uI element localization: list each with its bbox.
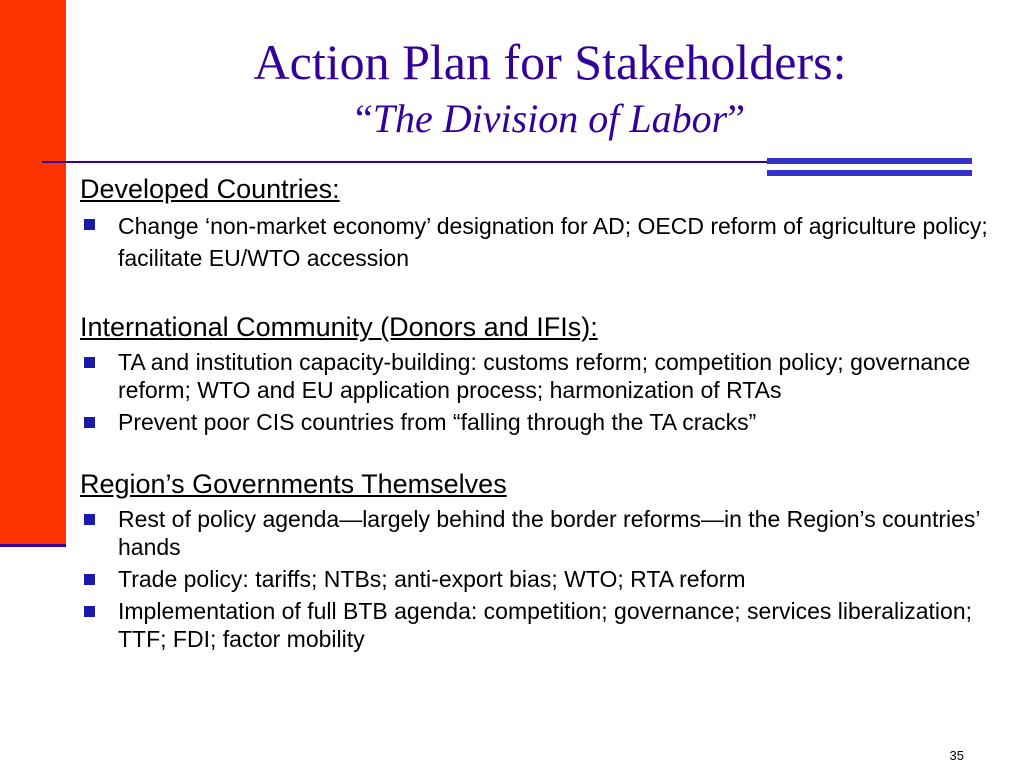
- title-accent-rule-top: [767, 158, 972, 164]
- title-line-2: [80, 96, 1020, 142]
- bullet-item: TA and institution capacity-building: customs reform; competition policy; governance reform; WTO and EU application process; harmonization of RTAs: [80, 348, 1010, 404]
- bullet-item: Rest of policy agenda—largely behind the border reforms—in the Region’s countries’ hands: [80, 505, 1010, 561]
- bullet-item: Change ‘non-market economy’ designation for AD; OECD reform of agriculture policy; facilitate EU/WTO accession: [80, 210, 1010, 274]
- page-number: 35: [949, 748, 964, 763]
- section-spacer: [80, 274, 1010, 310]
- slide-title: [80, 32, 1020, 142]
- bullet-item: Trade policy: tariffs; NTBs; anti-export bias; WTO; RTA reform: [80, 565, 1010, 593]
- bullet-item: Prevent poor CIS countries from “falling through the TA cracks”: [80, 408, 1010, 436]
- bullet-list-region-governments: [80, 505, 1010, 653]
- title-close-quote: ”: [727, 96, 745, 141]
- section-spacer: [80, 436, 1010, 467]
- section-heading-international-community: International Community (Donors and IFIs):: [80, 312, 598, 342]
- bullet-item: Implementation of full BTB agenda: competition; governance; services liberalization; TTF; FDI; factor mobility: [80, 597, 1010, 653]
- section-heading-region-governments: Region’s Governments Themselves: [80, 469, 507, 499]
- left-accent-bar: [0, 0, 66, 546]
- section-heading-developed-countries: Developed Countries:: [80, 174, 340, 204]
- bullet-list-international-community: [80, 348, 1010, 436]
- left-bar-bottom-rule: [0, 544, 66, 547]
- title-subtitle: The Division of Labor: [372, 96, 728, 141]
- title-line-1: Action Plan for Stakeholders:: [253, 34, 847, 90]
- title-divider-rule: [42, 161, 774, 163]
- title-open-quote: “: [354, 96, 373, 141]
- bullet-list-developed-countries: [80, 210, 1010, 274]
- slide-body: [80, 172, 1010, 653]
